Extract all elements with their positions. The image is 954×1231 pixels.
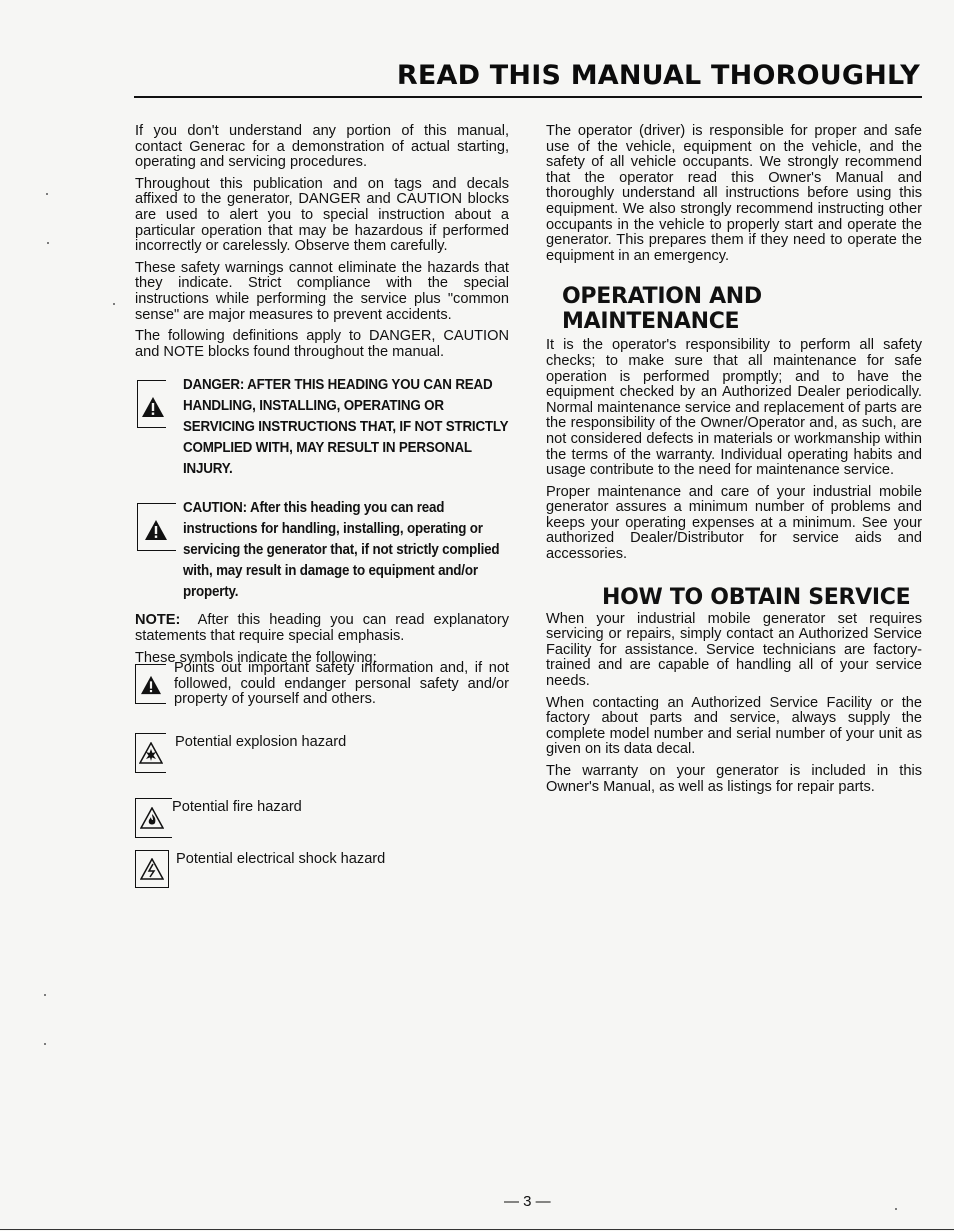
danger-warning-icon <box>141 396 165 418</box>
title-underline <box>134 96 922 98</box>
scan-speck <box>44 1043 46 1045</box>
caution-text: CAUTION: After this heading you can read instructions for handling, installing, operating or servicing the generator that, if not strictly complied with, may result in damage to equipment and/or property. <box>183 500 500 601</box>
symbol-row-safety <box>135 661 509 708</box>
scan-speck <box>44 994 46 996</box>
operation-maintenance-heading: OPERATION AND MAINTENANCE <box>562 284 762 335</box>
caution-icon-frame <box>137 503 176 551</box>
symbol-row-electrical <box>135 850 385 868</box>
scan-speck <box>895 1208 897 1210</box>
note-paragraph <box>135 613 509 644</box>
service-paragraph-3: The warranty on your generator is included in this Owner's Manual, as well as listings for repair parts. <box>546 763 922 795</box>
warning-blocks-paragraph: Throughout this publication and on tags and decals affixed to the generator, DANGER and CAUTION blocks are used to alert you to special instruction about a particular operation that may be hazardous if performed incorrectly or carelessly. Observe them carefully. <box>135 175 509 255</box>
right-column <box>546 124 922 801</box>
safety-icon-frame <box>135 664 166 704</box>
service-paragraph-2: When contacting an Authorized Service Facility or the factory about parts and service, always supply the complete model number and serial number of your unit as given on its data decal. <box>546 694 922 758</box>
warning-triangle-icon <box>140 675 162 695</box>
caution-warning-icon <box>144 519 168 541</box>
explosion-symbol-text: Potential explosion hazard <box>175 734 347 750</box>
danger-text: DANGER: AFTER THIS HEADING YOU CAN READ HANDLING, INSTALLING, OPERATING OR SERVICING INSTRUCTIONS THAT, IF NOT STRICTLY COMPLIED WITH, MAY RESULT IN PERSONAL INJURY. <box>183 377 509 478</box>
service-paragraph-1: When your industrial mobile generator set requires servicing or repairs, simply contact an Authorized Service Facility for assistance. Service technicians are factory-trained and are capable of handling all of your service needs. <box>546 610 922 690</box>
note-label: NOTE: <box>135 612 181 629</box>
caution-block <box>135 498 509 603</box>
left-column <box>135 124 509 672</box>
electrical-icon-frame <box>135 850 169 888</box>
operator-paragraph: The operator (driver) is responsible for proper and safe use of the vehicle, equipment on the vehicle, and the safety of all vehicle occupants. We strongly recommend that the operator read this Owner's Manual and thoroughly understand all instructions before using this equipment. We also strongly recommend instructing other occupants in the vehicle to properly start and operate the generator. This prepares them if they need to operate the equipment in an emergency. <box>546 123 922 264</box>
electrical-shock-icon <box>140 858 164 880</box>
symbols-intro: These symbols indicate the following: <box>135 649 377 666</box>
scan-speck <box>47 242 49 244</box>
note-text: After this heading you can read explanatory statements that require special emphasis. <box>135 612 509 644</box>
explosion-hazard-icon <box>139 742 163 764</box>
page-number: — 3 — <box>504 1193 551 1210</box>
symbol-row-explosion <box>135 733 346 751</box>
safety-symbol-text: Points out important safety information and, if not followed, could endanger personal safety and/or property of yourself and others. <box>174 660 509 708</box>
electrical-symbol-text: Potential electrical shock hazard <box>176 851 386 867</box>
fire-icon-frame <box>135 798 172 838</box>
intro-paragraph: If you don't understand any portion of this manual, contact Generac for a demonstration of actual starting, operating and servicing procedures. <box>135 123 509 171</box>
danger-icon-frame <box>137 380 166 428</box>
operation-paragraph-1: It is the operator's responsibility to perform all safety checks; to make sure that all maintenance for safe operation is performed promptly; and to have the equipment checked by an Authorized Dealer periodically. Normal maintenance service and replacement of parts are the responsibility of the Owner/Operator and, as such, are not considered defects in materials or workmanship within the terms of the warranty. Individual operating habits and usage contribute to the need for maintenance service. <box>546 337 922 479</box>
obtain-service-heading: HOW TO OBTAIN SERVICE <box>602 584 911 610</box>
page-title: READ THIS MANUAL THOROUGHLY <box>396 60 920 91</box>
compliance-paragraph: These safety warnings cannot eliminate the hazards that they indicate. Strict compliance with the special instructions while performing the service plus "common sense" are major measures to prevent accidents. <box>135 259 509 323</box>
scan-speck <box>113 303 115 305</box>
explosion-icon-frame <box>135 733 166 773</box>
bottom-edge <box>0 1229 954 1230</box>
fire-hazard-icon <box>140 807 164 829</box>
symbol-row-fire <box>135 798 302 816</box>
definitions-paragraph: The following definitions apply to DANGER, CAUTION and NOTE blocks found throughout the manual. <box>135 328 509 360</box>
operation-paragraph-2: Proper maintenance and care of your industrial mobile generator assures a minimum number of problems and keeps your operating expenses at a minimum. See your authorized Dealer/Distributor for service aids and accessories. <box>546 483 922 563</box>
fire-symbol-text: Potential fire hazard <box>172 799 302 815</box>
scan-speck <box>46 193 48 195</box>
danger-block <box>135 375 509 480</box>
